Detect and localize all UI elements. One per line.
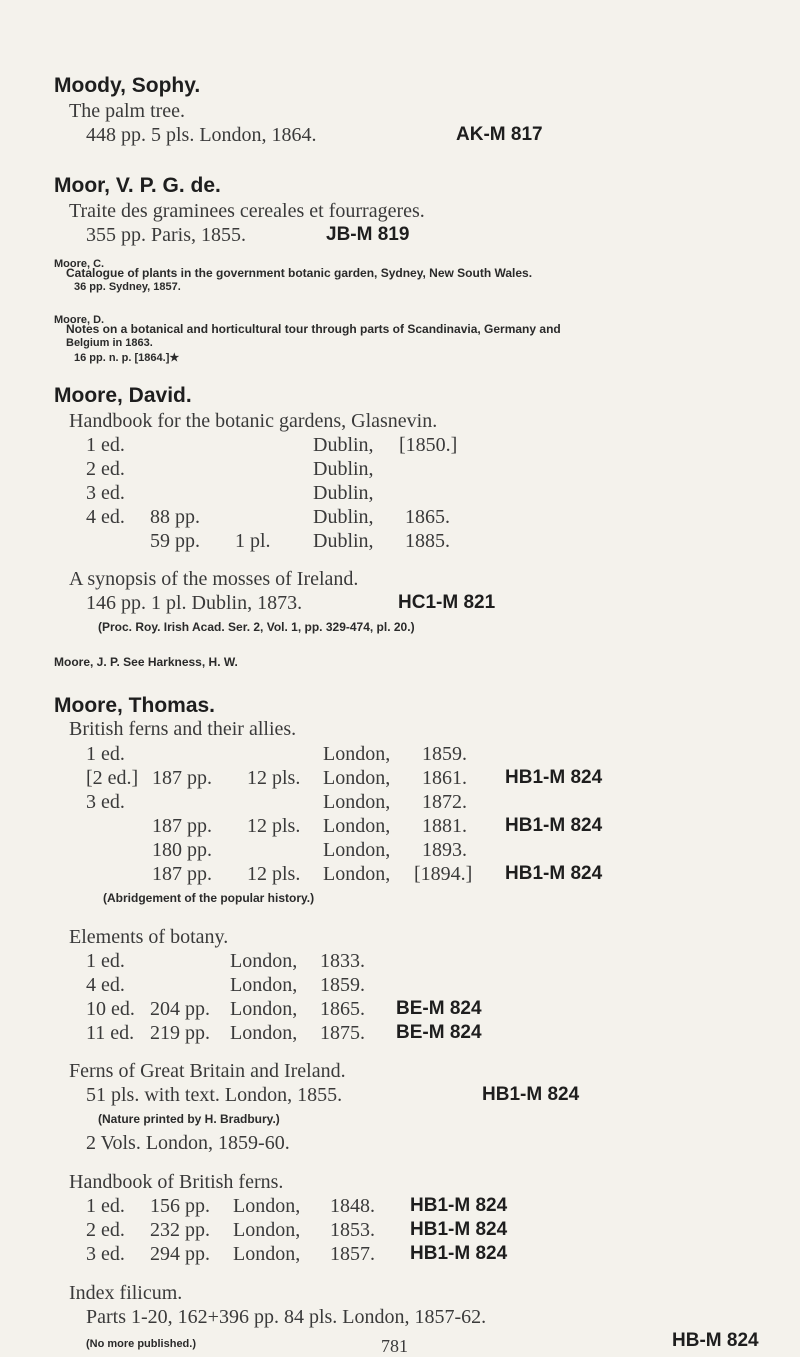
edition-label: 1 ed. (86, 950, 125, 972)
edition-label: 11 ed. (86, 1022, 135, 1044)
year: 1833. (320, 950, 365, 972)
shelf-code: HB1-M 824 (410, 1195, 508, 1216)
shelf-code: HC1-M 821 (398, 592, 496, 613)
year: 1859. (320, 974, 365, 996)
entry-title: Handbook for the botanic gardens, Glasnevin. (69, 410, 438, 432)
pages: 88 pp. (150, 506, 200, 528)
shelf-code: BE-M 824 (396, 998, 482, 1019)
shelf-code: HB1-M 824 (505, 863, 603, 884)
place: Dublin, (313, 482, 374, 504)
shelf-code: AK-M 817 (456, 124, 543, 145)
entry-heading: Moore, D. (54, 314, 105, 326)
place: London, (323, 767, 391, 789)
edition-label: 1 ed. (86, 743, 125, 765)
entry-imprint: Parts 1-20, 162+396 pp. 84 pls. London, 1857-62. (86, 1306, 487, 1328)
edition-label: 2 ed. (86, 458, 125, 480)
shelf-code: HB1-M 824 (505, 767, 603, 788)
plates: 12 pls. (247, 767, 301, 789)
place: London, (230, 1022, 298, 1044)
place: London, (230, 998, 298, 1020)
year: 1859. (422, 743, 467, 765)
pages: 219 pp. (150, 1022, 210, 1044)
shelf-code: HB-M 824 (672, 1330, 759, 1351)
entry-imprint: 36 pp. Sydney, 1857. (74, 281, 181, 293)
place: London, (323, 839, 391, 861)
entry-title: Traite des graminees cereales et fourrageres. (69, 200, 425, 222)
place: London, (323, 863, 391, 885)
year: 1885. (405, 530, 450, 552)
entry-heading: Moore, David. (54, 384, 192, 407)
entry-title: Notes on a botanical and horticultural tour through parts of Scandinavia, Germany and (66, 322, 561, 336)
year: 1857. (330, 1243, 375, 1265)
entry-title: Catalogue of plants in the government botanic garden, Sydney, New South Wales. (66, 266, 533, 280)
pages: 204 pp. (150, 998, 210, 1020)
pages: 232 pp. (150, 1219, 210, 1241)
edition-label: 3 ed. (86, 791, 125, 813)
place: Dublin, (313, 434, 374, 456)
series-note: (Abridgement of the popular history.) (103, 891, 315, 905)
edition-label: 2 ed. (86, 1219, 125, 1241)
entry-title: Index filicum. (69, 1282, 183, 1304)
edition-label: 1 ed. (86, 434, 125, 456)
place: London, (323, 791, 391, 813)
year: 1872. (422, 791, 467, 813)
entry-heading: Moody, Sophy. (54, 74, 201, 97)
entry-heading: Moore, Thomas. (54, 694, 216, 717)
entry-imprint: 2 Vols. London, 1859-60. (86, 1132, 290, 1154)
entry-imprint: 51 pls. with text. London, 1855. (86, 1084, 343, 1106)
series-note: (Proc. Roy. Irish Acad. Ser. 2, Vol. 1, pp. 329-474, pl. 20.) (98, 620, 415, 634)
place: Dublin, (313, 458, 374, 480)
year: 1865. (405, 506, 450, 528)
entry-imprint: 16 pp. n. p. [1864.]★ (74, 352, 180, 364)
cross-reference: Moore, J. P. See Harkness, H. W. (54, 655, 238, 669)
entry-heading: Moore, C. (54, 258, 105, 270)
place: London, (323, 743, 391, 765)
entry-title: Ferns of Great Britain and Ireland. (69, 1060, 346, 1082)
year: 1881. (422, 815, 467, 837)
place: London, (230, 974, 298, 996)
page-number: 781 (381, 1336, 408, 1356)
place: Dublin, (313, 530, 374, 552)
edition-label: [2 ed.] (86, 767, 139, 789)
year: [1850.] (399, 434, 458, 456)
entry-heading: Moor, V. P. G. de. (54, 174, 221, 197)
entry-imprint: 146 pp. 1 pl. Dublin, 1873. (86, 592, 303, 614)
year: 1848. (330, 1195, 375, 1217)
pages: 59 pp. (150, 530, 200, 552)
shelf-code: HB1-M 824 (482, 1084, 580, 1105)
entry-title: Handbook of British ferns. (69, 1171, 284, 1193)
edition-label: 3 ed. (86, 482, 125, 504)
pages: 187 pp. (152, 863, 212, 885)
year: 1893. (422, 839, 467, 861)
pages: 187 pp. (152, 815, 212, 837)
series-note: (No more published.) (86, 1338, 196, 1350)
edition-label: 10 ed. (86, 998, 135, 1020)
edition-label: 4 ed. (86, 506, 125, 528)
pages: 187 pp. (152, 767, 212, 789)
entry-imprint: 355 pp. Paris, 1855. (86, 224, 246, 246)
shelf-code: HB1-M 824 (505, 815, 603, 836)
edition-label: 4 ed. (86, 974, 125, 996)
place: London, (233, 1195, 301, 1217)
year: 1853. (330, 1219, 375, 1241)
entry-title: A synopsis of the mosses of Ireland. (69, 568, 359, 590)
edition-label: 3 ed. (86, 1243, 125, 1265)
year: 1875. (320, 1022, 365, 1044)
entry-title: British ferns and their allies. (69, 718, 297, 740)
shelf-code: HB1-M 824 (410, 1219, 508, 1240)
pages: 156 pp. (150, 1195, 210, 1217)
series-note: (Nature printed by H. Bradbury.) (98, 1112, 280, 1126)
place: London, (230, 950, 298, 972)
year: 1865. (320, 998, 365, 1020)
entry-title-continued: Belgium in 1863. (66, 337, 153, 349)
plates: 12 pls. (247, 863, 301, 885)
year: 1861. (422, 767, 467, 789)
entry-title: The palm tree. (69, 100, 186, 122)
plates: 1 pl. (235, 530, 271, 552)
shelf-code: BE-M 824 (396, 1022, 482, 1043)
entry-imprint: 448 pp. 5 pls. London, 1864. (86, 124, 317, 146)
pages: 180 pp. (152, 839, 212, 861)
pages: 294 pp. (150, 1243, 210, 1265)
plates: 12 pls. (247, 815, 301, 837)
year: [1894.] (414, 863, 473, 885)
edition-label: 1 ed. (86, 1195, 125, 1217)
shelf-code: HB1-M 824 (410, 1243, 508, 1264)
place: Dublin, (313, 506, 374, 528)
place: London, (323, 815, 391, 837)
place: London, (233, 1243, 301, 1265)
place: London, (233, 1219, 301, 1241)
shelf-code: JB-M 819 (326, 224, 410, 245)
entry-title: Elements of botany. (69, 926, 229, 948)
